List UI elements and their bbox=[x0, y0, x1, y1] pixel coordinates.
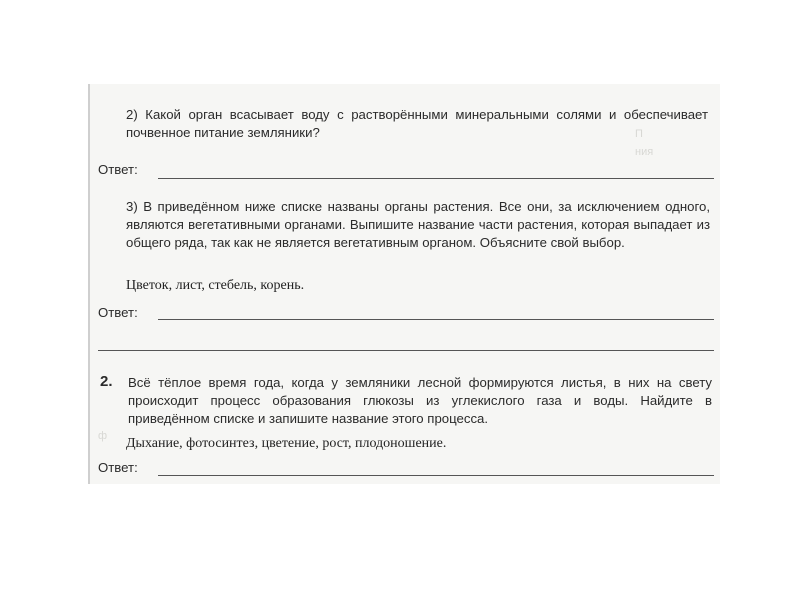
question-3-list: Цветок, лист, стебель, корень. bbox=[126, 278, 305, 293]
answer-line-q2[interactable] bbox=[158, 178, 714, 179]
bleed-through-mark: П bbox=[635, 128, 643, 140]
answer-label-q3: Ответ: bbox=[98, 305, 138, 320]
answer-label-task-2: Ответ: bbox=[98, 460, 138, 475]
answer-label-q2: Ответ: bbox=[98, 162, 138, 177]
question-2-text: 2) Какой орган всасывает воду с растворёнными минеральными солями и обеспечивает почвенное питание земляники? bbox=[126, 107, 708, 140]
answer-line-task-2[interactable] bbox=[158, 475, 714, 476]
task-2-text: Всё тёплое время года, когда у земляники лесной формируются листья, в них на свету происходит процесс образования глюкозы из углекислого газа и воды. Найдите в приведённом списке и запишите название этого процесса. bbox=[128, 375, 712, 426]
answer-line-q3-2[interactable] bbox=[98, 350, 714, 351]
bleed-through-mark: ния bbox=[635, 146, 654, 158]
bleed-through-mark: ф bbox=[98, 430, 108, 442]
task-2-list: Дыхание, фотосинтез, цветение, рост, плодоношение. bbox=[126, 436, 447, 451]
task-2-number bbox=[100, 373, 130, 391]
worksheet-page bbox=[88, 84, 720, 484]
answer-line-q3-1[interactable] bbox=[158, 319, 714, 320]
task-2-number-label: 2. bbox=[100, 373, 113, 390]
question-3-text: 3) В приведённом ниже списке названы органы растения. Все они, за исключением одного, являются вегетативными органами. Выпишите название части растения, которая выпадает из общего ряда, так как не является вегетативным органом. Объясните свой выбор. bbox=[126, 199, 710, 250]
